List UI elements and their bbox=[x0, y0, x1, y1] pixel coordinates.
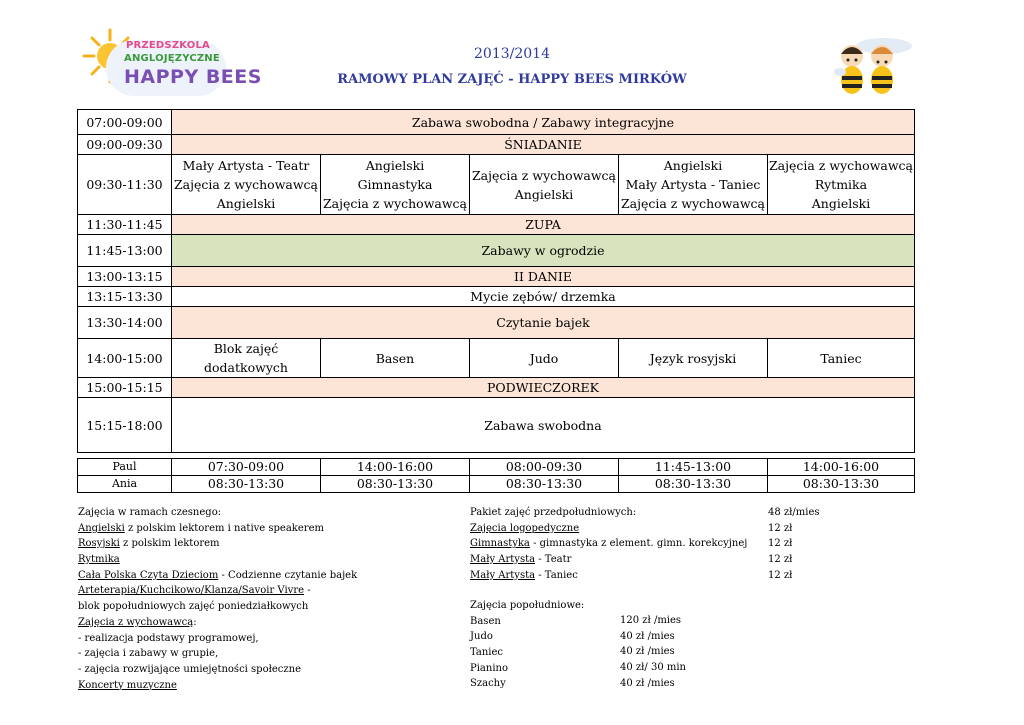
item-desc: - Teatr bbox=[535, 554, 572, 566]
activity-cell: ZUPA bbox=[172, 215, 915, 235]
item-price: 12 zł bbox=[768, 569, 793, 581]
day-activity: Angielski bbox=[663, 158, 723, 173]
time-cell: 13:30-14:00 bbox=[78, 307, 172, 339]
day-activity: Angielski bbox=[216, 196, 276, 211]
activity-cell: Mycie zębów/ drzemka bbox=[172, 287, 915, 307]
staff-hours-cell: 08:00-09:30 bbox=[470, 459, 619, 476]
item-name: Angielski bbox=[78, 522, 125, 534]
day-cell bbox=[619, 155, 768, 215]
day-activity: Zajęcia z wychowawcą bbox=[322, 196, 468, 211]
activity-cell: Czytanie bajek bbox=[172, 307, 915, 339]
item-desc: z polskim lektorem bbox=[119, 538, 220, 550]
logo-text-3: HAPPY BEES bbox=[124, 66, 262, 88]
logo-text-2: ANGLOJĘZYCZNE bbox=[124, 53, 220, 64]
section-title: Zajęcia popołudniowe: bbox=[470, 600, 585, 611]
item-desc: - bbox=[304, 585, 311, 597]
day-activity: Mały Artysta - Taniec bbox=[625, 177, 761, 192]
time-cell: 11:30-11:45 bbox=[78, 215, 172, 235]
day-activity: Zajęcia z wychowawcą bbox=[173, 177, 319, 192]
list-item: Taniec bbox=[470, 647, 504, 659]
list-item bbox=[470, 521, 747, 537]
staff-hours-cell: 11:45-13:00 bbox=[619, 459, 768, 476]
item-name: Gimnastyka bbox=[470, 538, 530, 550]
afternoon-prices bbox=[620, 613, 686, 691]
list-item bbox=[78, 678, 357, 694]
list-item bbox=[78, 521, 357, 537]
item-desc: - Codzienne czytanie bajek bbox=[218, 569, 358, 581]
list-item: Szachy bbox=[470, 678, 506, 690]
page-title: RAMOWY PLAN ZAJĘĆ - HAPPY BEES MIRKÓW bbox=[337, 72, 687, 87]
activity-cell: PODWIECZOREK bbox=[172, 378, 915, 398]
day-activity: Zajęcia z wychowawcą bbox=[471, 167, 617, 183]
item-name: Rytmika bbox=[78, 554, 120, 566]
item-price: 12 zł bbox=[768, 538, 793, 550]
schedule-table bbox=[77, 109, 915, 453]
item-name: Rosyjski bbox=[78, 538, 120, 550]
item-name: Zajęcia logopedyczne bbox=[470, 522, 580, 534]
included-activities bbox=[78, 505, 357, 693]
day-activity: Mały Artysta - Teatr bbox=[182, 158, 310, 173]
staff-hours-cell: 08:30-13:30 bbox=[768, 476, 915, 493]
time-cell: 11:45-13:00 bbox=[78, 235, 172, 267]
time-cell: 13:00-13:15 bbox=[78, 267, 172, 287]
table-row bbox=[78, 339, 915, 378]
day-activity: Zajęcia z wychowawcą bbox=[620, 196, 766, 211]
table-row bbox=[78, 398, 915, 453]
table-row bbox=[78, 135, 915, 155]
day-cell bbox=[172, 155, 321, 215]
table-row bbox=[78, 155, 915, 215]
item-name: Arteterapia/Kuchcikowo/Klanza/Savoir Vivre bbox=[78, 585, 305, 597]
morning-package bbox=[470, 505, 747, 583]
item-desc: - Taniec bbox=[535, 569, 578, 581]
list-item: Pianino bbox=[470, 662, 508, 674]
time-cell: 09:00-09:30 bbox=[78, 135, 172, 155]
activity-cell: Blok zajęć dodatkowych bbox=[172, 339, 321, 378]
item-name: Koncerty muzyczne bbox=[78, 679, 177, 691]
item-price: 40 zł /mies bbox=[620, 630, 675, 642]
package-price: 48 zł/mies bbox=[768, 507, 820, 518]
table-row bbox=[78, 459, 915, 476]
table-row bbox=[78, 287, 915, 307]
list-item: Basen bbox=[470, 615, 501, 627]
table-row bbox=[78, 307, 915, 339]
item-desc: : bbox=[193, 616, 197, 628]
item-price: 12 zł bbox=[768, 554, 793, 566]
activity-cell: Zabawy w ogrodzie bbox=[172, 235, 915, 267]
time-cell: 15:15-18:00 bbox=[78, 398, 172, 453]
time-cell: 13:15-13:30 bbox=[78, 287, 172, 307]
list-subitem: - realizacja podstawy programowej, bbox=[78, 632, 259, 644]
item-name: Mały Artysta bbox=[470, 554, 536, 566]
time-cell: 15:00-15:15 bbox=[78, 378, 172, 398]
day-cell bbox=[470, 155, 619, 215]
list-item bbox=[78, 536, 357, 552]
item-name: Zajęcia z wychowawcą bbox=[78, 616, 194, 628]
staff-hours-cell: 08:30-13:30 bbox=[321, 476, 470, 493]
table-row bbox=[78, 215, 915, 235]
activity-cell: Taniec bbox=[768, 339, 915, 378]
morning-package-prices bbox=[768, 505, 820, 583]
activity-cell: Język rosyjski bbox=[619, 339, 768, 378]
day-cell bbox=[768, 155, 915, 215]
item-price: 40 zł /mies bbox=[620, 677, 675, 689]
day-cell bbox=[321, 155, 470, 215]
staff-hours-table bbox=[77, 458, 915, 493]
time-cell: 07:00-09:00 bbox=[78, 110, 172, 135]
list-item bbox=[470, 552, 747, 568]
staff-name: Ania bbox=[78, 476, 172, 493]
day-activity: Angielski bbox=[365, 158, 425, 173]
item-price: 40 zł /mies bbox=[620, 646, 675, 658]
list-item bbox=[78, 615, 357, 631]
day-activity: Angielski bbox=[514, 186, 574, 202]
activity-cell: Basen bbox=[321, 339, 470, 378]
item-desc: - gimnastyka z element. gimn. korekcyjnej bbox=[529, 538, 748, 550]
list-item bbox=[78, 583, 357, 599]
staff-hours-cell: 08:30-13:30 bbox=[172, 476, 321, 493]
staff-hours-cell: 14:00-16:00 bbox=[321, 459, 470, 476]
table-row bbox=[78, 267, 915, 287]
list-item bbox=[470, 568, 747, 584]
activity-cell: II DANIE bbox=[172, 267, 915, 287]
staff-hours-cell: 07:30-09:00 bbox=[172, 459, 321, 476]
staff-name: Paul bbox=[78, 459, 172, 476]
item-desc: z polskim lektorem i native speakerem bbox=[124, 522, 324, 534]
list-subitem: - zajęcia i zabawy w grupie, bbox=[78, 648, 219, 660]
day-activity: Zajęcia z wychowawcą bbox=[768, 158, 914, 173]
list-item bbox=[78, 552, 357, 568]
staff-hours-cell: 08:30-13:30 bbox=[619, 476, 768, 493]
table-row bbox=[78, 235, 915, 267]
item-name: Mały Artysta bbox=[470, 569, 536, 581]
list-item-continuation: blok popołudniowych zajęć poniedziałkowych bbox=[78, 601, 309, 613]
time-cell: 09:30-11:30 bbox=[78, 155, 172, 215]
logo-text-1: PRZEDSZKOLA bbox=[126, 40, 210, 51]
item-name: Cała Polska Czyta Dzieciom bbox=[78, 569, 219, 581]
list-item: Judo bbox=[470, 631, 493, 643]
item-price: 120 zł /mies bbox=[620, 615, 682, 626]
activity-cell: Judo bbox=[470, 339, 619, 378]
activity-cell: Zabawa swobodna / Zabawy integracyjne bbox=[172, 110, 915, 135]
staff-hours-cell: 14:00-16:00 bbox=[768, 459, 915, 476]
list-item bbox=[470, 536, 747, 552]
day-activity: Rytmika bbox=[814, 177, 868, 192]
activity-cell: Zabawa swobodna bbox=[172, 398, 915, 453]
afternoon-activities bbox=[470, 598, 584, 692]
section-title: Zajęcia w ramach czesnego: bbox=[78, 507, 222, 518]
day-activity: Gimnastyka bbox=[357, 177, 433, 192]
section-title: Pakiet zajęć przedpołudniowych: bbox=[470, 507, 637, 518]
activity-cell: ŚNIADANIE bbox=[172, 135, 915, 155]
item-price: 40 zł/ 30 min bbox=[620, 662, 686, 674]
school-year: 2013/2014 bbox=[474, 46, 550, 62]
list-item bbox=[78, 568, 357, 584]
time-cell: 14:00-15:00 bbox=[78, 339, 172, 378]
table-row bbox=[78, 476, 915, 493]
list-subitem: - zajęcia rozwijające umiejętności społeczne bbox=[78, 663, 301, 675]
staff-hours-cell: 08:30-13:30 bbox=[470, 476, 619, 493]
item-price: 12 zł bbox=[768, 522, 793, 534]
table-row bbox=[78, 110, 915, 135]
day-activity: Angielski bbox=[811, 196, 871, 211]
table-row bbox=[78, 378, 915, 398]
